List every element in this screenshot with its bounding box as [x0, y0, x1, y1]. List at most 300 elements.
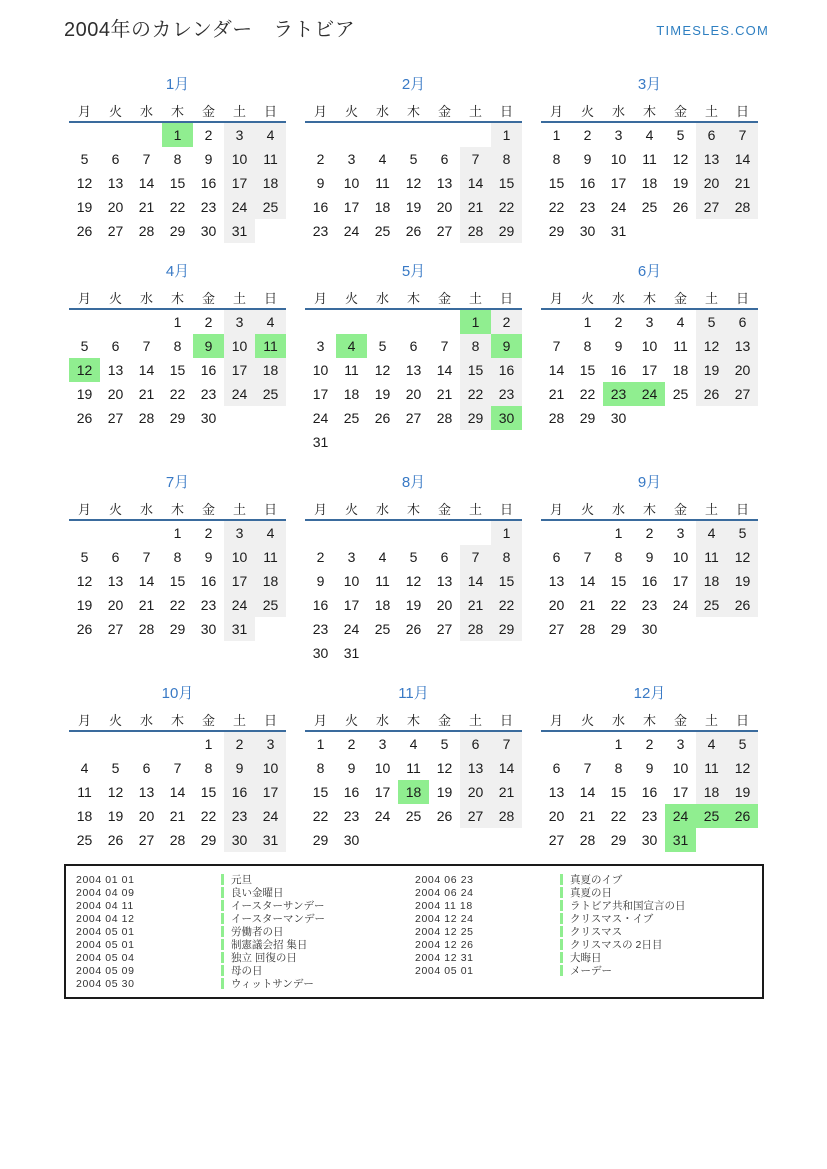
date-cell: 30 [200, 223, 217, 239]
date-cell: 5 [80, 338, 89, 354]
week-row [305, 731, 522, 756]
date-cell: 20 [727, 358, 758, 382]
date-cell: 13 [727, 334, 758, 358]
week-row [541, 828, 758, 852]
legend-holiday-name: 元旦 [231, 874, 252, 886]
weekday-header: 火 [572, 498, 603, 520]
weekday-header: 木 [162, 287, 193, 309]
date-cell: 2 [645, 525, 654, 541]
date-cell [460, 641, 491, 665]
date-cell: 12 [672, 151, 689, 167]
date-cell: 22 [548, 199, 565, 215]
date-cell: 17 [224, 569, 255, 593]
date-cell: 3 [316, 338, 325, 354]
holiday-marker-icon [560, 913, 563, 924]
date-cell: 4 [255, 122, 286, 147]
date-cell: 4 [645, 127, 654, 143]
date-cell: 18 [641, 175, 658, 191]
week-row [305, 828, 522, 852]
date-cell: 15 [312, 784, 329, 800]
date-cell: 31 [224, 219, 255, 243]
date-cell: 28 [436, 410, 453, 426]
date-cell: 17 [610, 175, 627, 191]
legend-holiday-name: イースターマンデー [231, 913, 325, 925]
date-cell: 3 [347, 549, 356, 565]
date-cell: 23 [579, 199, 596, 215]
weekday-header: 月 [541, 100, 572, 122]
holiday-date-cell: 18 [398, 780, 429, 804]
date-cell: 13 [548, 784, 565, 800]
date-cell: 15 [169, 175, 186, 191]
weekday-header: 木 [634, 709, 665, 731]
date-cell: 24 [224, 195, 255, 219]
weekday-header: 木 [162, 100, 193, 122]
legend-column [76, 873, 415, 990]
date-cell: 26 [76, 223, 93, 239]
date-cell: 16 [200, 175, 217, 191]
date-cell: 13 [107, 362, 124, 378]
date-cell: 16 [641, 573, 658, 589]
date-cell: 23 [312, 621, 329, 637]
weekday-header: 金 [193, 100, 224, 122]
date-cell [727, 219, 758, 243]
date-cell: 25 [255, 593, 286, 617]
date-cell: 1 [583, 314, 592, 330]
holiday-date-cell: 12 [69, 358, 100, 382]
date-cell: 8 [614, 549, 623, 565]
holiday-marker-icon [560, 874, 563, 885]
weekday-header: 月 [305, 498, 336, 520]
date-cell: 23 [343, 808, 360, 824]
week-row [541, 780, 758, 804]
week-row [541, 617, 758, 641]
date-cell: 4 [255, 309, 286, 334]
weekday-header: 土 [224, 709, 255, 731]
date-cell: 17 [224, 171, 255, 195]
date-cell: 10 [343, 175, 360, 191]
weekday-header: 日 [491, 498, 522, 520]
week-row [69, 569, 286, 593]
date-cell: 14 [727, 147, 758, 171]
week-row [69, 545, 286, 569]
date-cell: 10 [224, 334, 255, 358]
date-cell: 20 [460, 780, 491, 804]
date-cell: 11 [673, 338, 688, 354]
date-cell: 27 [548, 621, 565, 637]
date-cell: 11 [255, 147, 286, 171]
weekday-header: 火 [100, 100, 131, 122]
date-cell: 21 [579, 808, 596, 824]
date-cell: 26 [727, 593, 758, 617]
date-cell: 29 [491, 219, 522, 243]
date-cell: 31 [610, 223, 627, 239]
weekday-header: 火 [100, 498, 131, 520]
date-cell: 28 [491, 804, 522, 828]
week-row [69, 756, 286, 780]
week-row [305, 406, 522, 430]
date-cell: 23 [491, 382, 522, 406]
holiday-marker-icon [560, 952, 563, 963]
date-cell: 8 [460, 334, 491, 358]
week-row [305, 430, 522, 454]
week-row [305, 171, 522, 195]
date-cell: 31 [255, 828, 286, 852]
week-row [305, 122, 522, 147]
legend-entry [415, 964, 762, 977]
date-cell [696, 406, 727, 430]
week-row [305, 756, 522, 780]
date-cell [367, 520, 398, 545]
week-row [69, 406, 286, 430]
weekday-header: 木 [398, 709, 429, 731]
weekday-header: 土 [460, 100, 491, 122]
date-cell [398, 641, 429, 665]
legend-date: 2004 12 26 [415, 938, 474, 951]
date-cell: 26 [672, 199, 689, 215]
date-cell: 27 [460, 804, 491, 828]
date-cell [429, 430, 460, 454]
date-cell: 10 [672, 760, 689, 776]
date-cell: 24 [374, 808, 391, 824]
date-cell [727, 406, 758, 430]
date-cell: 10 [312, 362, 329, 378]
date-cell: 7 [142, 338, 151, 354]
month-block [305, 474, 522, 665]
date-cell: 21 [138, 386, 155, 402]
date-cell: 8 [173, 549, 182, 565]
date-cell [367, 641, 398, 665]
week-row [305, 617, 522, 641]
date-cell: 8 [491, 147, 522, 171]
date-cell: 22 [169, 597, 186, 613]
date-cell: 14 [491, 756, 522, 780]
date-cell: 7 [173, 760, 182, 776]
legend-date: 2004 12 25 [415, 925, 474, 938]
week-row [541, 122, 758, 147]
weekday-header: 月 [541, 498, 572, 520]
week-row [69, 593, 286, 617]
date-cell: 7 [583, 549, 592, 565]
legend-date: 2004 01 01 [76, 873, 135, 886]
date-cell: 17 [343, 199, 360, 215]
weekday-header: 土 [696, 498, 727, 520]
week-row [305, 545, 522, 569]
date-cell: 25 [343, 410, 360, 426]
date-cell: 5 [440, 736, 449, 752]
week-row [69, 520, 286, 545]
date-cell: 6 [111, 151, 120, 167]
date-cell [336, 122, 367, 147]
week-row [305, 309, 522, 334]
date-cell: 15 [491, 171, 522, 195]
weekday-header: 木 [634, 100, 665, 122]
date-cell: 11 [696, 756, 727, 780]
date-cell: 19 [76, 597, 93, 613]
page-header [0, 0, 827, 42]
date-cell: 14 [460, 171, 491, 195]
date-cell: 24 [610, 199, 627, 215]
weekday-header: 土 [224, 287, 255, 309]
date-cell: 18 [343, 386, 360, 402]
date-cell: 14 [548, 362, 565, 378]
date-cell: 2 [614, 314, 623, 330]
date-cell: 17 [672, 784, 689, 800]
date-cell: 26 [405, 621, 422, 637]
week-row [541, 804, 758, 828]
legend-date: 2004 04 11 [76, 899, 134, 912]
date-cell: 22 [610, 597, 627, 613]
date-cell: 10 [224, 147, 255, 171]
date-cell: 8 [491, 545, 522, 569]
weekday-header: 金 [429, 498, 460, 520]
week-row [305, 569, 522, 593]
date-cell: 12 [696, 334, 727, 358]
weekday-header: 日 [727, 498, 758, 520]
weekday-header: 水 [367, 287, 398, 309]
weekday-header: 火 [100, 709, 131, 731]
month-table [541, 498, 758, 641]
week-row [69, 195, 286, 219]
date-cell: 19 [436, 784, 453, 800]
date-cell: 26 [436, 808, 453, 824]
date-cell: 8 [316, 760, 325, 776]
date-cell [727, 828, 758, 852]
date-cell: 7 [142, 549, 151, 565]
date-cell [460, 122, 491, 147]
holiday-marker-icon [560, 939, 563, 950]
date-cell: 24 [312, 410, 329, 426]
holiday-date-cell: 24 [665, 804, 696, 828]
weekday-header: 水 [131, 287, 162, 309]
date-cell: 14 [460, 569, 491, 593]
weekday-header: 金 [665, 287, 696, 309]
date-cell: 19 [374, 386, 391, 402]
date-cell: 6 [142, 760, 151, 776]
date-cell: 19 [107, 808, 124, 824]
date-cell: 16 [200, 362, 217, 378]
weekday-header: 月 [541, 709, 572, 731]
month-title: 7月 [165, 474, 190, 491]
weekday-header: 金 [665, 100, 696, 122]
date-cell: 22 [460, 382, 491, 406]
week-row [69, 147, 286, 171]
date-cell: 15 [169, 362, 186, 378]
week-row [305, 195, 522, 219]
date-cell: 8 [552, 151, 561, 167]
date-cell: 17 [374, 784, 391, 800]
legend-date: 2004 05 30 [76, 977, 135, 990]
date-cell: 2 [645, 736, 654, 752]
legend-date: 2004 06 24 [415, 886, 474, 899]
date-cell [162, 731, 193, 756]
legend-holiday-name: クリスマス・イブ [570, 913, 654, 925]
date-cell: 19 [727, 569, 758, 593]
date-cell [398, 520, 429, 545]
date-cell [69, 122, 100, 147]
legend-holiday-name: 母の日 [231, 965, 263, 977]
date-cell: 15 [491, 569, 522, 593]
date-cell [255, 406, 286, 430]
date-cell [255, 617, 286, 641]
date-cell: 9 [614, 338, 623, 354]
date-cell: 28 [169, 832, 186, 848]
date-cell [429, 309, 460, 334]
weekday-header: 火 [336, 287, 367, 309]
weekday-header: 火 [100, 287, 131, 309]
date-cell [398, 122, 429, 147]
weekday-header: 水 [367, 709, 398, 731]
weekday-header: 金 [193, 498, 224, 520]
month-block [69, 474, 286, 665]
date-cell: 24 [343, 621, 360, 637]
date-cell [541, 731, 572, 756]
date-cell: 16 [610, 362, 627, 378]
date-cell: 4 [676, 314, 685, 330]
holiday-marker-icon [560, 887, 563, 898]
month-title: 6月 [637, 263, 662, 280]
weekday-header: 日 [255, 100, 286, 122]
date-cell: 17 [224, 358, 255, 382]
date-cell: 24 [224, 593, 255, 617]
date-cell [398, 430, 429, 454]
date-cell: 27 [138, 832, 155, 848]
date-cell [100, 520, 131, 545]
date-cell: 12 [76, 175, 93, 191]
date-cell: 29 [200, 832, 217, 848]
date-cell: 27 [107, 410, 124, 426]
week-row [305, 219, 522, 243]
week-row [305, 593, 522, 617]
date-cell: 3 [255, 731, 286, 756]
month-block [69, 263, 286, 454]
month-block [541, 263, 758, 454]
month-table [305, 287, 522, 454]
date-cell: 19 [405, 597, 422, 613]
month-title: 8月 [401, 474, 426, 491]
date-cell: 9 [316, 175, 325, 191]
date-cell: 14 [138, 175, 155, 191]
date-cell: 25 [641, 199, 658, 215]
legend-holiday-name: クリスマスの 2日目 [570, 939, 663, 951]
weekday-header: 木 [634, 287, 665, 309]
month-table [69, 100, 286, 243]
date-cell [429, 828, 460, 852]
weekday-header: 日 [255, 287, 286, 309]
date-cell: 31 [224, 617, 255, 641]
week-row [69, 334, 286, 358]
date-cell: 13 [696, 147, 727, 171]
date-cell: 13 [436, 175, 453, 191]
weekday-header: 日 [255, 709, 286, 731]
date-cell: 22 [312, 808, 329, 824]
date-cell: 14 [138, 362, 155, 378]
weekday-header: 水 [603, 498, 634, 520]
date-cell: 25 [255, 382, 286, 406]
date-cell: 15 [169, 573, 186, 589]
date-cell: 15 [548, 175, 565, 191]
page-title: 2004年のカレンダー ラトビア [64, 19, 356, 41]
date-cell [429, 641, 460, 665]
legend-holiday-name: 良い金曜日 [231, 887, 284, 899]
date-cell: 28 [138, 410, 155, 426]
date-cell: 13 [436, 573, 453, 589]
date-cell: 10 [343, 573, 360, 589]
date-cell: 6 [440, 151, 449, 167]
date-cell: 28 [460, 219, 491, 243]
date-cell: 16 [491, 358, 522, 382]
date-cell: 19 [76, 386, 93, 402]
date-cell: 15 [460, 358, 491, 382]
date-cell [367, 828, 398, 852]
site-logo[interactable]: TIMESLES.COM [656, 23, 769, 38]
date-cell: 30 [312, 645, 329, 661]
date-cell: 9 [224, 756, 255, 780]
date-cell: 21 [460, 593, 491, 617]
date-cell [665, 406, 696, 430]
date-cell: 18 [696, 780, 727, 804]
date-cell: 25 [76, 832, 93, 848]
date-cell: 29 [548, 223, 565, 239]
date-cell [367, 309, 398, 334]
date-cell: 27 [548, 832, 565, 848]
weekday-header: 土 [696, 100, 727, 122]
month-title: 9月 [637, 474, 662, 491]
date-cell: 19 [405, 199, 422, 215]
date-cell: 21 [169, 808, 186, 824]
date-cell: 9 [583, 151, 592, 167]
weekday-header: 土 [224, 100, 255, 122]
month-title: 1月 [165, 76, 190, 93]
date-cell: 10 [672, 549, 689, 565]
legend-date: 2004 11 18 [415, 899, 473, 912]
week-row [541, 731, 758, 756]
week-row [541, 756, 758, 780]
legend-entry [76, 977, 415, 990]
weekday-header: 火 [336, 498, 367, 520]
date-cell [727, 617, 758, 641]
date-cell: 21 [548, 386, 565, 402]
date-cell: 8 [204, 760, 213, 776]
date-cell: 10 [641, 338, 658, 354]
weekday-header: 日 [491, 709, 522, 731]
date-cell [634, 406, 665, 430]
date-cell: 22 [169, 386, 186, 402]
date-cell: 16 [343, 784, 360, 800]
date-cell: 6 [552, 549, 561, 565]
date-cell: 17 [672, 573, 689, 589]
date-cell: 22 [610, 808, 627, 824]
date-cell [100, 309, 131, 334]
date-cell: 20 [405, 386, 422, 402]
week-row [541, 520, 758, 545]
weekday-header: 土 [224, 498, 255, 520]
month-title: 4月 [165, 263, 190, 280]
holiday-date-cell: 9 [491, 334, 522, 358]
holiday-marker-icon [221, 900, 224, 911]
date-cell: 26 [696, 382, 727, 406]
date-cell [665, 219, 696, 243]
weekday-header: 木 [634, 498, 665, 520]
legend-holiday-name: クリスマス [570, 926, 623, 938]
date-cell: 21 [138, 199, 155, 215]
week-row [541, 545, 758, 569]
weekday-header: 木 [162, 498, 193, 520]
date-cell: 27 [107, 223, 124, 239]
date-cell: 20 [138, 808, 155, 824]
holiday-date-cell: 4 [336, 334, 367, 358]
date-cell [336, 430, 367, 454]
legend-date: 2004 05 01 [76, 938, 135, 951]
